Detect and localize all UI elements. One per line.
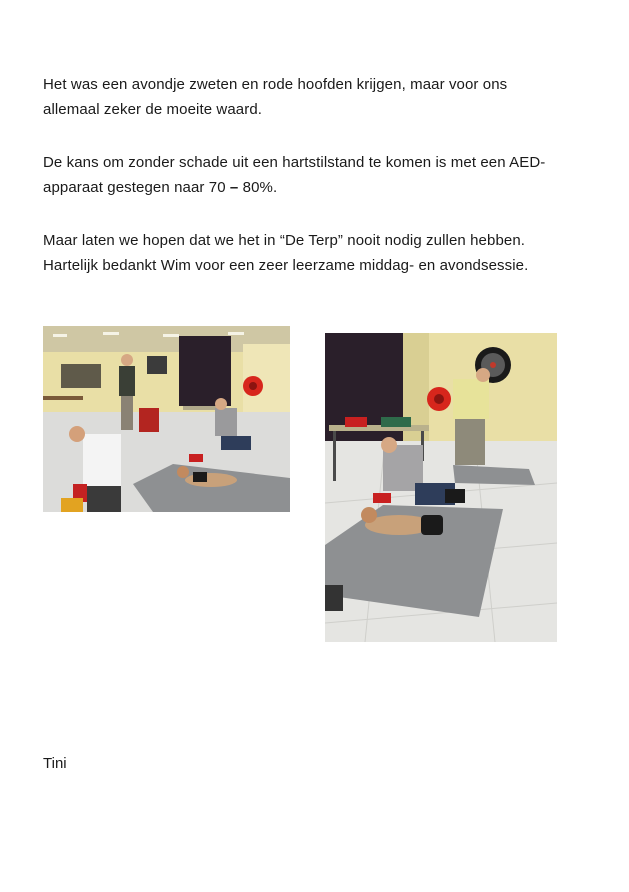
bold-dash: – [229, 179, 239, 196]
paragraph-line: Maar laten we hopen dat we het in “De Terp” nooit nodig zullen hebben. [43, 232, 526, 249]
paragraph-intro [43, 72, 507, 122]
paragraph-aed-statistic [43, 150, 545, 200]
paragraph-line: allemaal zeker de moeite waard. [43, 101, 263, 118]
paragraph-line: Hartelijk bedankt Wim voor een zeer leerzame middag- en avondsessie. [43, 257, 529, 274]
paragraph-line: apparaat gestegen naar 70 [43, 179, 230, 196]
paragraph-line: 80%. [238, 179, 278, 196]
cpr-training-photo-1 [43, 326, 290, 512]
paragraph-thanks [43, 228, 528, 278]
photo-image [325, 333, 557, 642]
paragraph-line: De kans om zonder schade uit een hartstilstand te komen is met een AED- [43, 154, 546, 171]
cpr-training-photo-2 [325, 333, 557, 642]
photo-image [43, 326, 290, 512]
paragraph-line: Het was een avondje zweten en rode hoofden krijgen, maar voor ons [43, 76, 508, 93]
signature: Tini [43, 755, 67, 772]
